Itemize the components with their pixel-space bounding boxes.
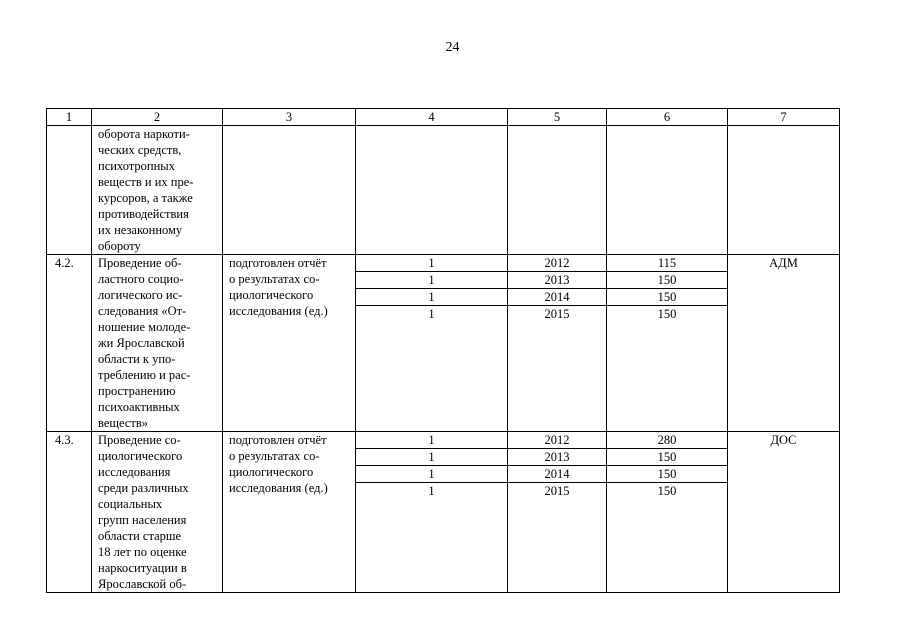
table-row: [47, 432, 840, 593]
executor: АДМ: [728, 255, 840, 432]
amount-value: 150: [607, 448, 727, 465]
executor: ДОС: [728, 432, 840, 593]
indicator: [223, 126, 356, 255]
amount-value: 150: [607, 482, 727, 499]
amount-cell: [607, 432, 728, 593]
year-value: 2013: [508, 448, 606, 465]
year-value: 2013: [508, 271, 606, 288]
indicator: [223, 432, 356, 593]
quantity-cell: [356, 126, 508, 255]
amount-value: 280: [657, 433, 677, 447]
quantity-value: 1: [356, 288, 507, 305]
activity-name: [92, 432, 223, 593]
quantity-cell: [356, 432, 508, 593]
header-cell-2: 2: [92, 109, 223, 126]
header-cell-7: 7: [728, 109, 840, 126]
table-header-row: [47, 109, 840, 126]
year-value: 2015: [508, 482, 606, 499]
activity-name: [92, 126, 223, 255]
quantity-value: 1: [356, 305, 507, 322]
header-cell-4: 4: [356, 109, 508, 126]
amount-cell: [607, 126, 728, 255]
header-cell-3: 3: [223, 109, 356, 126]
year-value: 2015: [508, 305, 606, 322]
row-number: 4.2.: [47, 255, 92, 432]
header-cell-6: 6: [607, 109, 728, 126]
indicator: [223, 255, 356, 432]
year-cell: [508, 255, 607, 432]
amount-cell: [607, 255, 728, 432]
quantity-value: 1: [428, 256, 435, 270]
amount-value: 150: [607, 288, 727, 305]
year-value: 2012: [544, 433, 570, 447]
table-row: [47, 126, 840, 255]
quantity-value: 1: [356, 465, 507, 482]
amount-value: 150: [607, 305, 727, 322]
row-number: [47, 126, 92, 255]
table-row: [47, 255, 840, 432]
activity-name-text: оборота наркоти- ческих средств, психотропных веществ и их пре- курсоров, а также противодействия их незаконному обороту: [98, 127, 194, 253]
page-number: 24: [445, 40, 460, 55]
year-cell: [508, 126, 607, 255]
quantity-value: 1: [356, 271, 507, 288]
year-value: 2012: [544, 256, 570, 270]
activity-name-text: Проведение об- ластного социо- логического ис- следования «От- ношение молоде- жи Ярославской области к упо- треблению и рас- пространению психоактивных веществ»: [98, 256, 191, 430]
year-cell: [508, 432, 607, 593]
header-cell-1: 1: [47, 109, 92, 126]
header-cell-5: 5: [508, 109, 607, 126]
indicator-text: подготовлен отчёт о результатах со- циологического исследования (ед.): [229, 433, 328, 495]
quantity-cell: [356, 255, 508, 432]
quantity-value: 1: [356, 482, 507, 499]
quantity-value: 1: [428, 433, 435, 447]
amount-value: 115: [657, 256, 677, 270]
amount-value: 150: [607, 465, 727, 482]
activity-name-text: Проведение со- циологического исследования среди различных социальных групп населения области старше 18 лет по оценке наркоситуации в Ярославской об-: [98, 433, 189, 591]
program-activities-table: [46, 108, 840, 593]
quantity-value: 1: [356, 448, 507, 465]
amount-value: 150: [607, 271, 727, 288]
row-number: 4.3.: [47, 432, 92, 593]
executor: [728, 126, 840, 255]
indicator-text: подготовлен отчёт о результатах со- циологического исследования (ед.): [229, 256, 328, 318]
year-value: 2014: [508, 465, 606, 482]
activity-name: [92, 255, 223, 432]
year-value: 2014: [508, 288, 606, 305]
